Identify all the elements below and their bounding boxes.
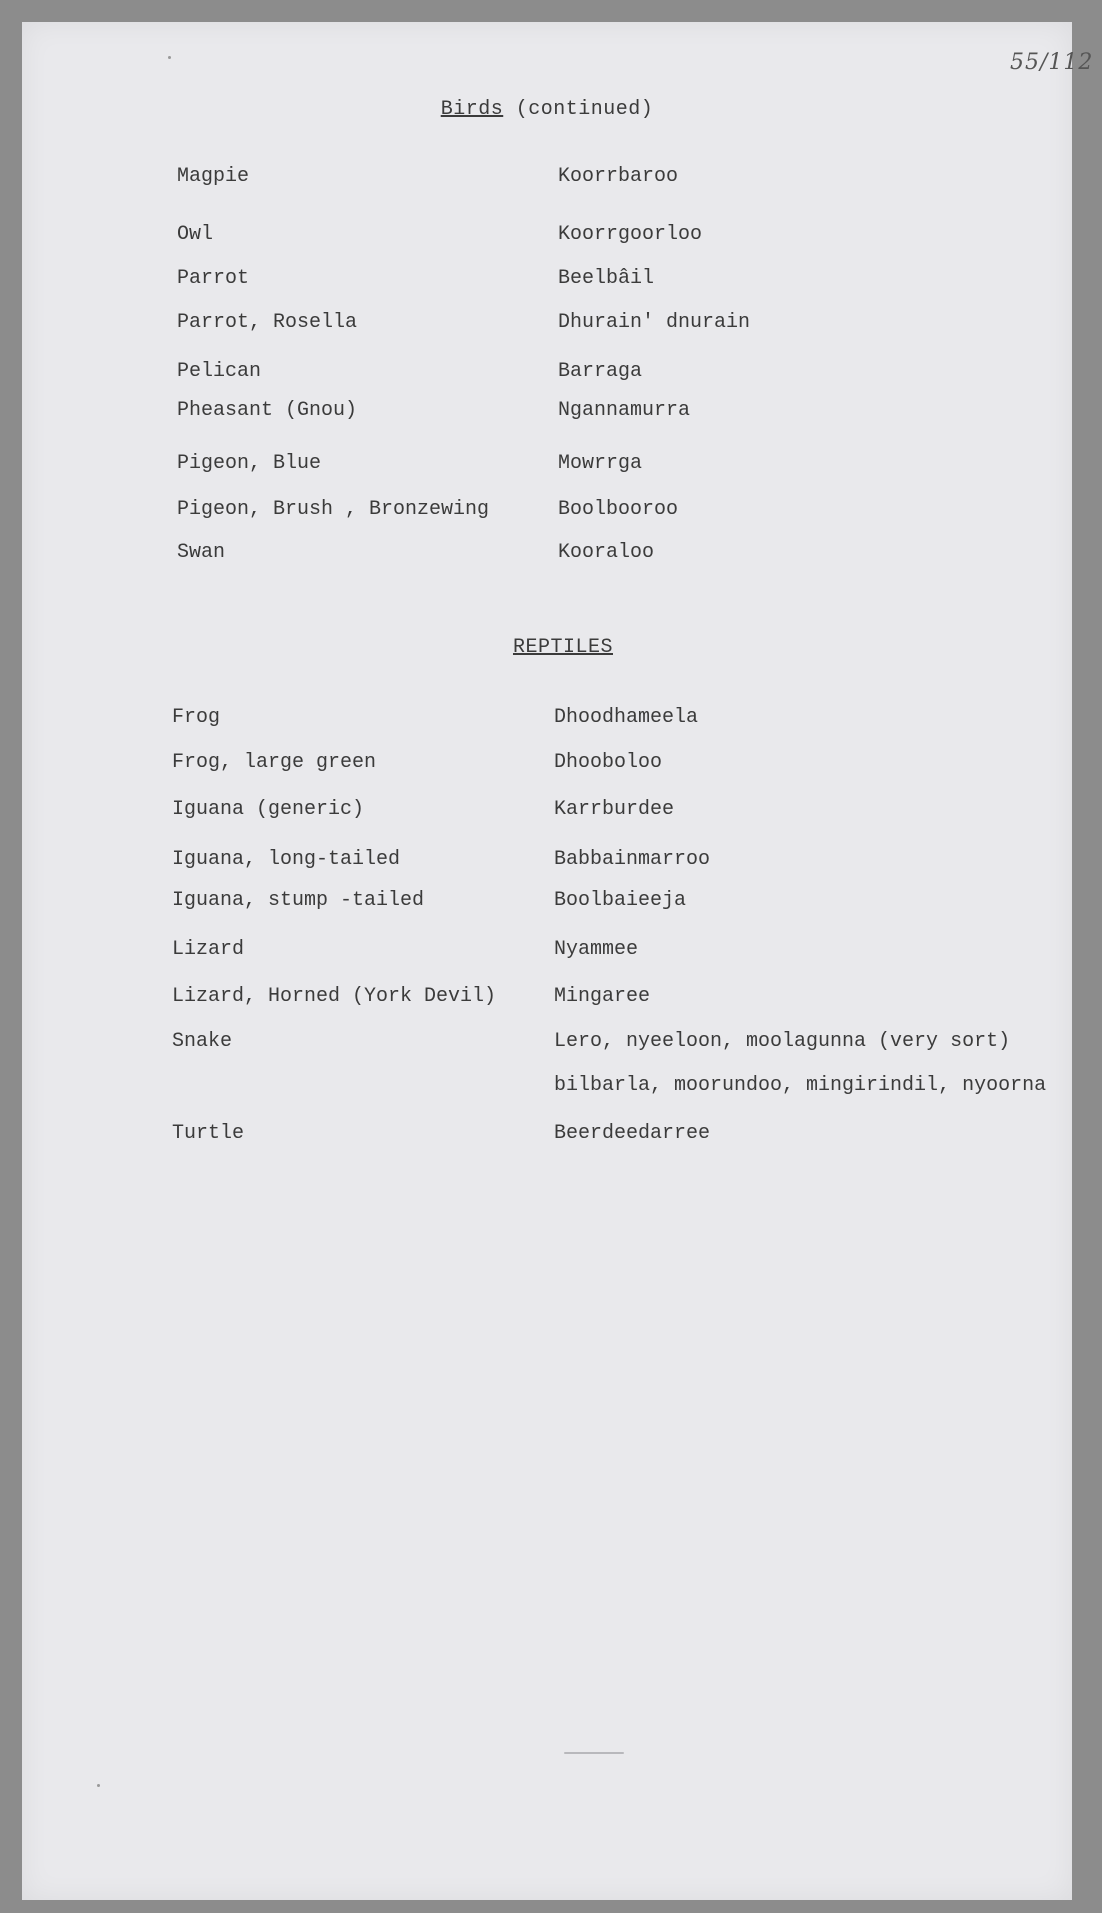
native-term: Karrburdee: [554, 798, 675, 821]
english-term: Parrot, Rosella: [177, 311, 358, 334]
list-item: [22, 798, 1072, 828]
native-term: Boolbooroo: [558, 498, 679, 521]
english-term: Pigeon, Brush , Bronzewing: [177, 498, 490, 521]
list-item: [22, 1074, 1072, 1104]
list-item: [22, 541, 1072, 571]
reptiles-heading: [38, 636, 1088, 659]
english-term: Swan: [177, 541, 226, 564]
english-term: Iguana, stump -tailed: [172, 889, 425, 912]
list-item: [22, 985, 1072, 1015]
english-term: Lizard, Horned (York Devil): [172, 985, 497, 1008]
list-item: [22, 889, 1072, 919]
native-term: Nyammee: [554, 938, 639, 961]
english-term: Iguana, long-tailed: [172, 848, 401, 871]
english-term: Iguana (generic): [172, 798, 365, 821]
list-item: [22, 706, 1072, 736]
birds-heading: [22, 98, 1072, 121]
birds-heading-sub: (continued): [515, 98, 654, 121]
native-term: Koorrgoorloo: [558, 223, 703, 246]
list-item: [22, 360, 1072, 390]
native-term: Lero, nyeeloon, moolagunna (very sort): [554, 1030, 1011, 1053]
list-item: [22, 223, 1072, 253]
english-term: Lizard: [172, 938, 245, 961]
native-term: Barraga: [558, 360, 643, 383]
native-term: Mingaree: [554, 985, 651, 1008]
native-term: Dhooboloo: [554, 751, 663, 774]
english-term: Frog: [172, 706, 221, 729]
list-item: [22, 1030, 1072, 1060]
native-term: Beerdeedarree: [554, 1122, 711, 1145]
english-term: Pelican: [177, 360, 262, 383]
list-item: [22, 751, 1072, 781]
native-term: Mowrrga: [558, 452, 643, 475]
native-term: Dhoodhameela: [554, 706, 699, 729]
paper-mark: [564, 1752, 624, 1754]
native-term: bilbarla, moorundoo, mingirindil, nyoorna: [554, 1074, 1047, 1097]
list-item: [22, 165, 1072, 195]
native-term: Ngannamurra: [558, 399, 691, 422]
english-term: Parrot: [177, 267, 250, 290]
list-item: [22, 399, 1072, 429]
native-term: Boolbaieeja: [554, 889, 687, 912]
english-term: Pheasant (Gnou): [177, 399, 358, 422]
english-term: Magpie: [177, 165, 250, 188]
list-item: [22, 938, 1072, 968]
list-item: [22, 452, 1072, 482]
reptiles-heading-text: REPTILES: [512, 636, 613, 659]
list-item: [22, 498, 1072, 528]
english-term: Pigeon, Blue: [177, 452, 322, 475]
document-page: [22, 22, 1094, 1900]
english-term: Turtle: [172, 1122, 245, 1145]
native-term: Dhurain' dnurain: [558, 311, 751, 334]
page-annotation: 55/112: [1010, 50, 1094, 75]
list-item: [22, 267, 1072, 297]
native-term: Babbainmarroo: [554, 848, 711, 871]
list-item: [22, 1122, 1072, 1152]
native-term: Kooraloo: [558, 541, 655, 564]
list-item: [22, 848, 1072, 878]
english-term: Frog, large green: [172, 751, 377, 774]
native-term: Koorrbaroo: [558, 165, 679, 188]
list-item: [22, 311, 1072, 341]
native-term: Beelbâil: [558, 267, 655, 290]
paper-speck: [97, 1784, 100, 1787]
birds-heading-main: Birds: [440, 98, 504, 121]
english-term: Snake: [172, 1030, 233, 1053]
paper-speck: [168, 56, 171, 59]
english-term: Owl: [177, 223, 214, 246]
